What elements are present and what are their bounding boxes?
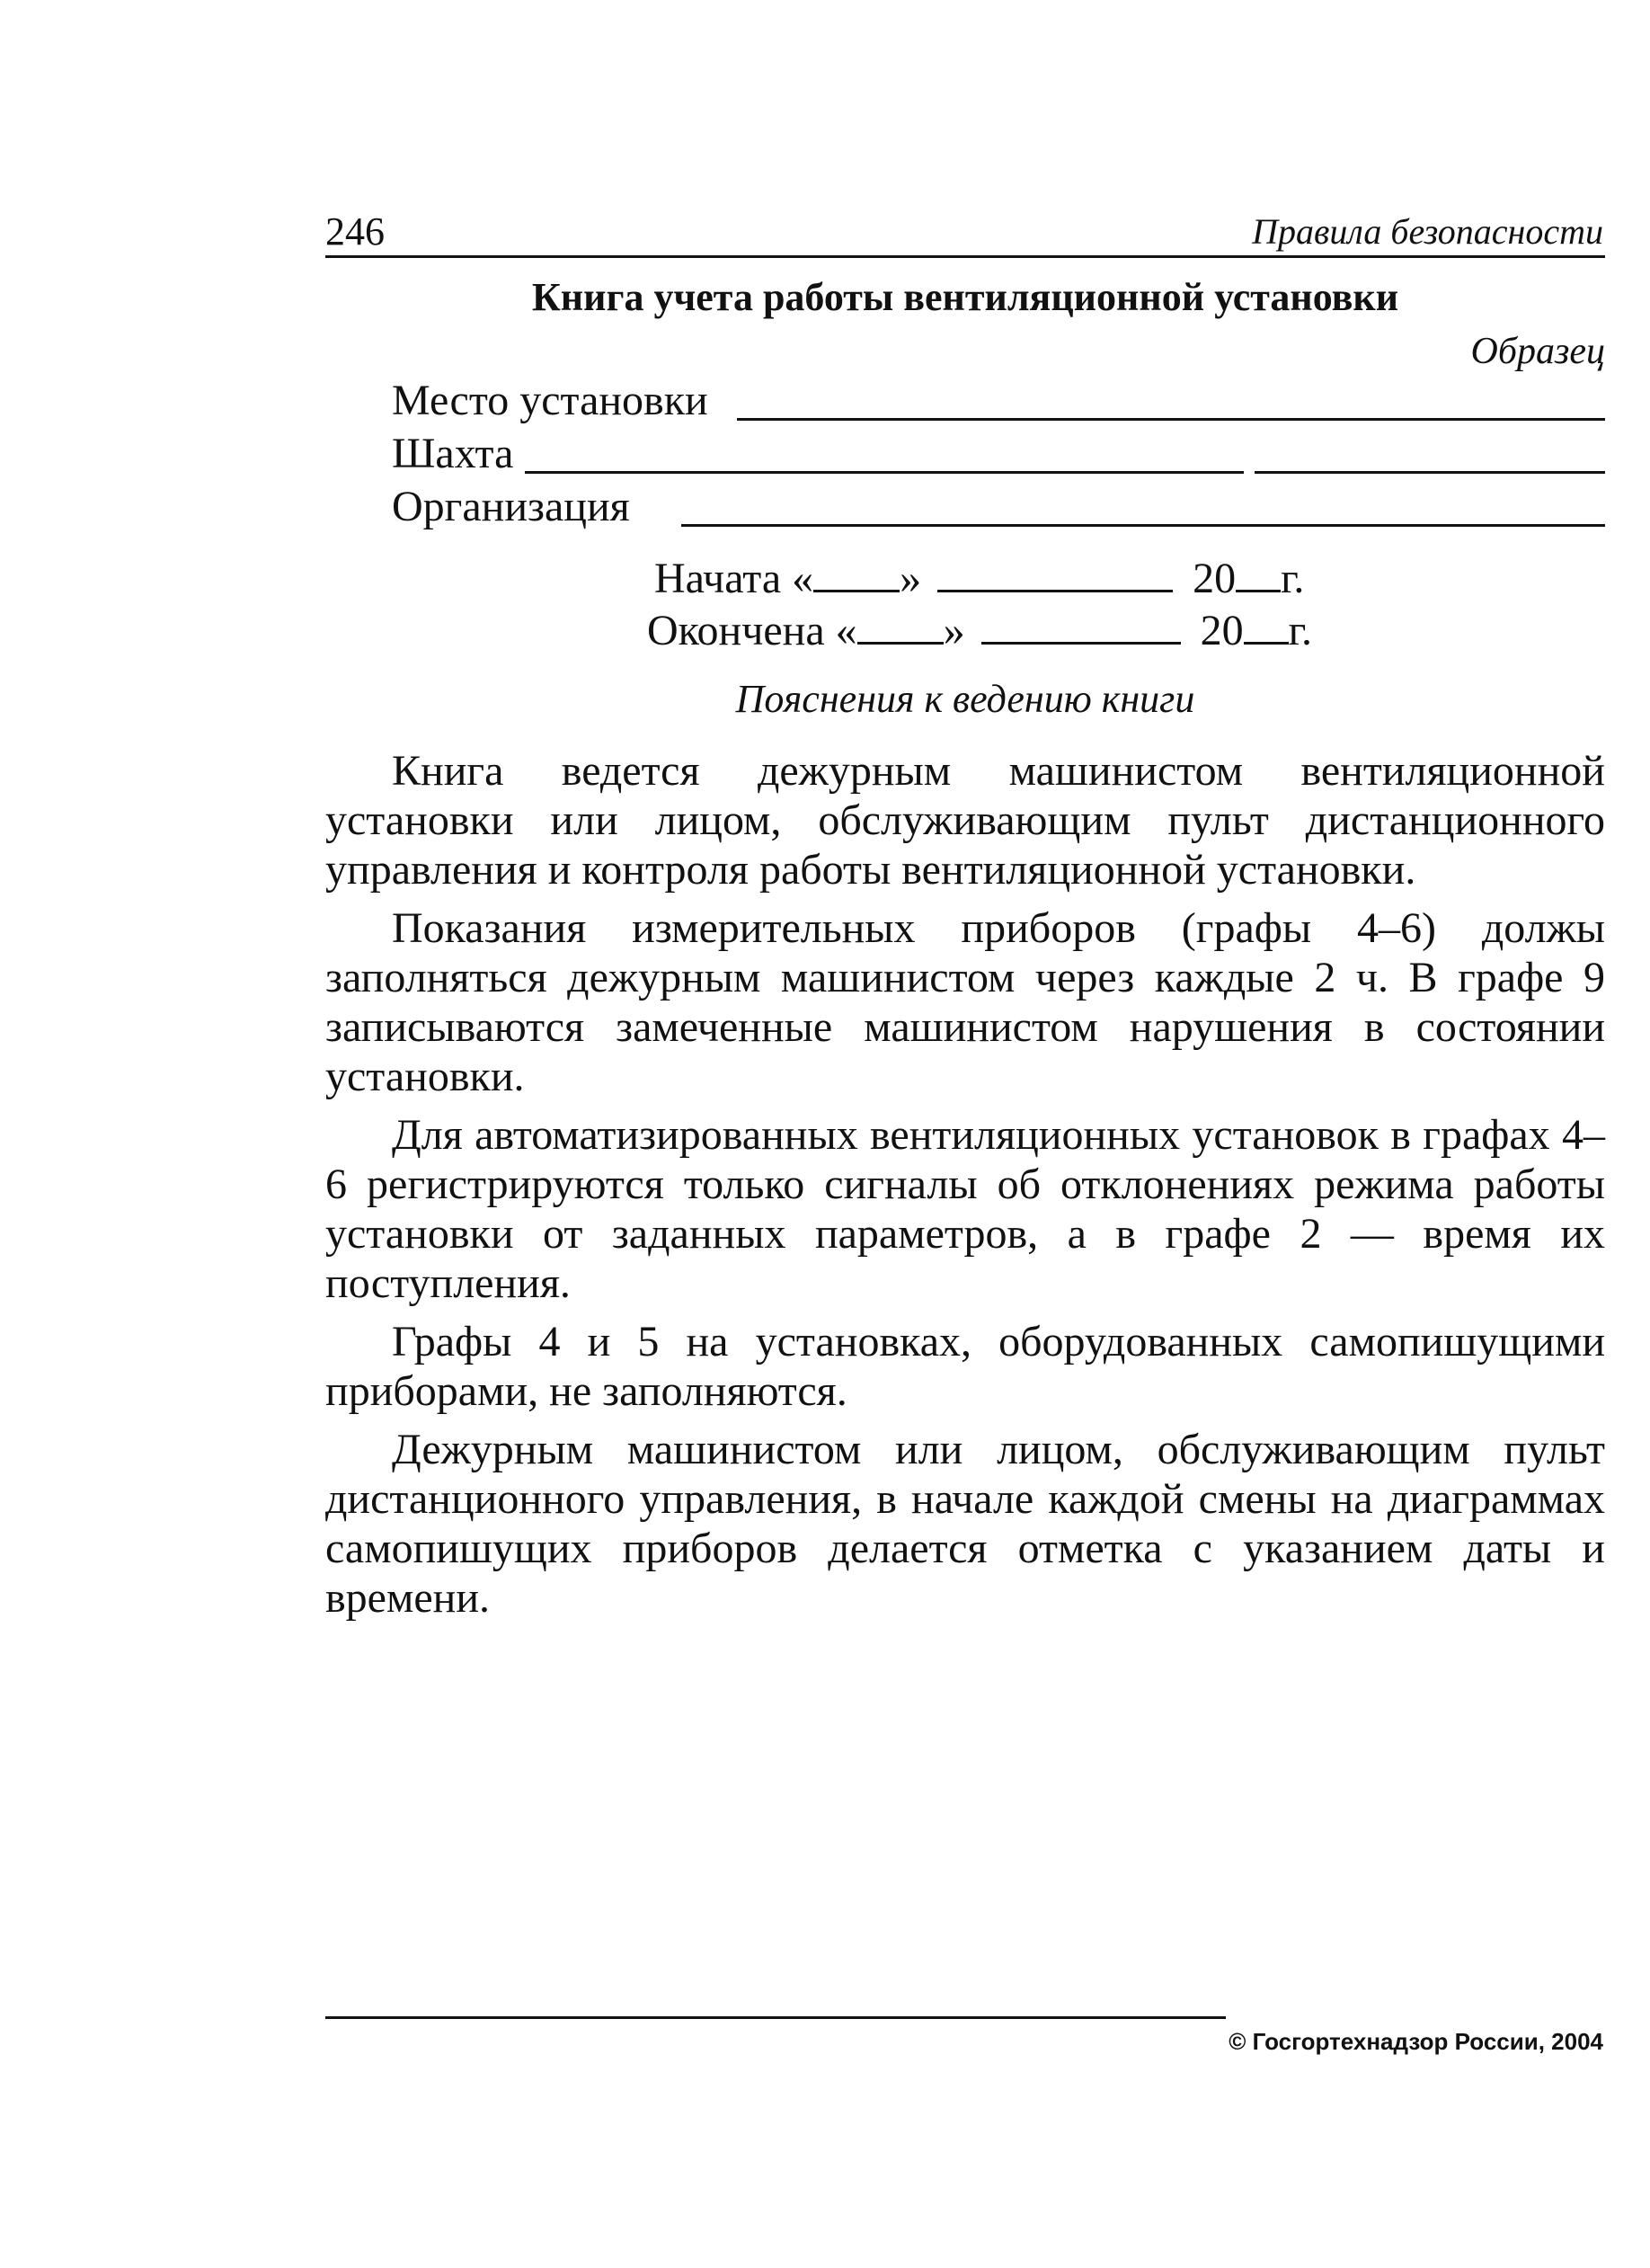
- copyright-notice: © Госгортехнадзор России, 2004: [1229, 2028, 1603, 2055]
- mine-label: Шахта: [392, 430, 514, 477]
- paragraph: Книга ведется дежурным машинистом вентиляционной установки или лицом, обслуживающим пульт дистанционного управления и контроля работы вентиляционной установки.: [325, 747, 1605, 894]
- paragraph: Для автоматизированных вентиляционных установок в графах 4–6 регистрируются только сигналы об отклонениях режима работы установки от заданных параметров, а в графе 2 — время их поступления.: [325, 1111, 1605, 1307]
- page-number: 246: [325, 209, 385, 253]
- paragraph: Графы 4 и 5 на установках, оборудованных самопишущими приборами, не заполняются.: [325, 1318, 1605, 1415]
- running-header: [325, 205, 1605, 258]
- started-day-blank: [813, 552, 900, 592]
- document-title: Книга учета работы вентиляционной установки: [531, 275, 1399, 319]
- paragraph: Дежурным машинистом или лицом, обслуживающим пульт дистанционного управления, в начале каждой смены на диаграммах самопишущих приборов делается отметка с указанием даты и времени.: [325, 1426, 1605, 1622]
- ended-year-suffix: г.: [1288, 607, 1312, 654]
- started-month-blank: [937, 552, 1173, 592]
- started-year-prefix: 20: [1193, 555, 1237, 602]
- running-title: Правила безопасности: [1252, 211, 1603, 252]
- location-label: Место установки: [392, 377, 708, 424]
- started-label: Начата «: [654, 555, 814, 602]
- ended-month-blank: [981, 604, 1181, 645]
- ended-label: Окончена «: [647, 607, 857, 654]
- mine-blank-1: [525, 471, 1244, 474]
- ended-close-quote: »: [943, 607, 965, 654]
- sample-label: Образец: [1470, 331, 1605, 372]
- mine-field: [392, 427, 1605, 481]
- paragraph: Показания измерительных приборов (графы 4–6) должы заполняться дежурным машинистом через каждые 2 ч. В графе 9 записываются замеченные машинистом нарушения в состоянии установки.: [325, 904, 1605, 1100]
- started-date: [654, 552, 1304, 606]
- location-blank: [737, 418, 1605, 421]
- mine-blank-2: [1255, 471, 1605, 474]
- organization-field: [392, 480, 1605, 534]
- started-year-blank: [1236, 552, 1281, 592]
- location-field: [392, 374, 1605, 428]
- body-text: [325, 746, 1605, 1632]
- ended-date: [647, 604, 1312, 658]
- organization-label: Организация: [392, 483, 630, 530]
- organization-blank: [681, 524, 1605, 527]
- explanations-subtitle: Пояснения к ведению книги: [735, 677, 1195, 721]
- ended-day-blank: [857, 604, 944, 645]
- ended-year-prefix: 20: [1200, 607, 1244, 654]
- ended-year-blank: [1244, 604, 1289, 645]
- footer-rule: [325, 2016, 1226, 2019]
- started-close-quote: »: [900, 555, 922, 602]
- started-year-suffix: г.: [1281, 555, 1305, 602]
